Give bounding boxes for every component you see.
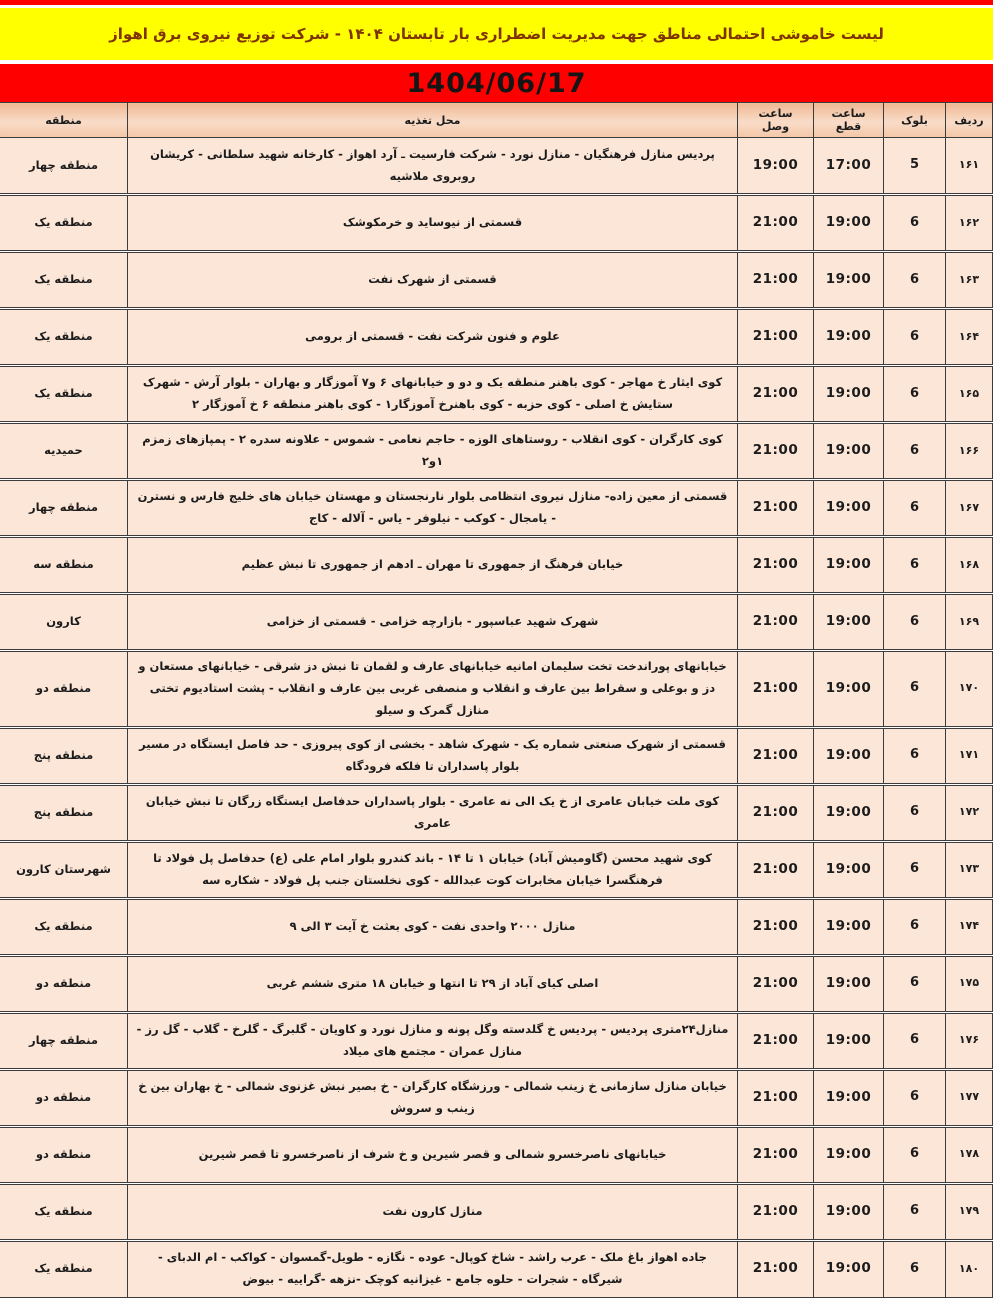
- table-row: [0, 309, 993, 366]
- cut-time-cell: 19:00: [814, 1183, 884, 1240]
- region-cell: شهرستان کارون: [0, 841, 128, 898]
- table-row: [0, 594, 993, 651]
- block-cell: 6: [884, 727, 946, 784]
- cut-time-cell: 19:00: [814, 955, 884, 1012]
- cut-time-cell: 19:00: [814, 651, 884, 728]
- row-number-cell: ۱۶۹: [946, 594, 993, 651]
- block-cell: 6: [884, 955, 946, 1012]
- table-row: [0, 784, 993, 841]
- header-reconnect-time: ساعت وصل: [738, 103, 814, 138]
- table-row: [0, 366, 993, 423]
- reconnect-time-cell: 21:00: [738, 480, 814, 537]
- reconnect-time-cell: 21:00: [738, 423, 814, 480]
- cut-time-cell: 19:00: [814, 537, 884, 594]
- reconnect-time-cell: 21:00: [738, 366, 814, 423]
- table-row: [0, 955, 993, 1012]
- reconnect-time-cell: 21:00: [738, 1069, 814, 1126]
- block-cell: 6: [884, 537, 946, 594]
- reconnect-time-cell: 21:00: [738, 898, 814, 955]
- location-cell: قسمتی از نیوساید و خرمکوشک: [128, 195, 738, 252]
- region-cell: منطقه دو: [0, 1069, 128, 1126]
- block-cell: 6: [884, 1240, 946, 1297]
- header-rownum: ردیف: [946, 103, 993, 138]
- table-row: [0, 138, 993, 195]
- date-banner: [0, 64, 993, 102]
- location-cell: کوی ایثار خ مهاجر - کوی باهنر منطقه یک و دو و خیابانهای ۶ و۷ آموزگار و بهاران - بلوار آرش - شهرک ستایش خ اصلی - کوی حزبه - کوی باهنرخ آموزگار۱ - کوی باهنر منطقه ۶ خ آموزگار ۲: [128, 366, 738, 423]
- cut-time-cell: 19:00: [814, 366, 884, 423]
- page-title: لیست خاموشی احتمالی مناطق جهت مدیریت اضطراری بار تابستان ۱۴۰۴ - شرکت توزیع نیروی برق اهواز: [109, 25, 884, 43]
- location-cell: جاده اهواز باغ ملک - عرب راشد - شاخ کوپال- عوده - نگازه - طویل-گمسوان - کواکب - ام الدبای - شیرگاه - شجرات - حلوه جامع - غیزانیه کوچک -نزهه -گراییه - بیوض: [128, 1240, 738, 1297]
- location-cell: کوی ملت خیابان عامری از خ یک الی نه عامری - بلوار پاسداران حدفاصل ایستگاه زرگان تا نبش خیابان عامری: [128, 784, 738, 841]
- cut-time-cell: 19:00: [814, 727, 884, 784]
- location-cell: شهرک شهید عباسپور - بازارچه خزامی - قسمتی از خزامی: [128, 594, 738, 651]
- table-row: [0, 252, 993, 309]
- region-cell: منطقه دو: [0, 955, 128, 1012]
- cut-time-cell: 19:00: [814, 1069, 884, 1126]
- cut-time-cell: 19:00: [814, 1240, 884, 1297]
- table-row: [0, 423, 993, 480]
- region-cell: منطقه دو: [0, 1126, 128, 1183]
- row-number-cell: ۱۷۵: [946, 955, 993, 1012]
- block-cell: 6: [884, 784, 946, 841]
- block-cell: 6: [884, 1069, 946, 1126]
- reconnect-time-cell: 21:00: [738, 651, 814, 728]
- reconnect-time-cell: 21:00: [738, 594, 814, 651]
- row-number-cell: ۱۷۱: [946, 727, 993, 784]
- reconnect-time-cell: 21:00: [738, 309, 814, 366]
- row-number-cell: ۱۷۷: [946, 1069, 993, 1126]
- cut-time-cell: 19:00: [814, 195, 884, 252]
- location-cell: منازل کارون نفت: [128, 1183, 738, 1240]
- block-cell: 6: [884, 1012, 946, 1069]
- block-cell: 5: [884, 138, 946, 195]
- table-header: [0, 103, 993, 138]
- block-cell: 6: [884, 252, 946, 309]
- region-cell: منطقه یک: [0, 309, 128, 366]
- header-cut-time: ساعت قطع: [814, 103, 884, 138]
- region-cell: منطقه چهار: [0, 1012, 128, 1069]
- location-cell: قسمتی از شهرک صنعتی شماره یک - شهرک شاهد - بخشی از کوی پیروزی - حد فاصل ایستگاه در مسیر بلوار پاسداران تا فلکه فرودگاه: [128, 727, 738, 784]
- location-cell: منازل ۲۰۰۰ واحدی نفت - کوی بعثت خ آیت ۳ الی ۹: [128, 898, 738, 955]
- block-cell: 6: [884, 898, 946, 955]
- region-cell: منطقه یک: [0, 252, 128, 309]
- region-cell: منطقه پنج: [0, 784, 128, 841]
- table-row: [0, 651, 993, 728]
- table-row: [0, 480, 993, 537]
- location-cell: منازل۲۴متری پردیس - پردیس خ گلدسته وگل پونه و منازل نورد و کاویان - گلبرگ - گلرخ - گلاب - گل رز - منازل عمران - مجتمع های میلاد: [128, 1012, 738, 1069]
- reconnect-time-cell: 21:00: [738, 784, 814, 841]
- reconnect-time-cell: 21:00: [738, 841, 814, 898]
- table-row: [0, 1183, 993, 1240]
- block-cell: 6: [884, 1126, 946, 1183]
- row-number-cell: ۱۷۴: [946, 898, 993, 955]
- location-cell: پردیس منازل فرهنگیان - منازل نورد - شرکت فارسیت ـ آرد اهواز - کارخانه شهید سلطانی - کریشان روبروی ملاشیه: [128, 138, 738, 195]
- table-body: [0, 138, 993, 1298]
- row-number-cell: ۱۷۶: [946, 1012, 993, 1069]
- cut-time-cell: 19:00: [814, 1126, 884, 1183]
- row-number-cell: ۱۶۴: [946, 309, 993, 366]
- cut-time-cell: 19:00: [814, 594, 884, 651]
- region-cell: منطقه یک: [0, 1183, 128, 1240]
- location-cell: علوم و فنون شرکت نفت - قسمتی از برومی: [128, 309, 738, 366]
- reconnect-time-cell: 21:00: [738, 1183, 814, 1240]
- location-cell: کوی کارگران - کوی انقلاب - روستاهای الوزه - حاجم نعامی - شموس - علاونه سدره ۲ - پمپازهای زمزم ۱و۲: [128, 423, 738, 480]
- cut-time-cell: 19:00: [814, 309, 884, 366]
- table-row: [0, 1240, 993, 1297]
- reconnect-time-cell: 21:00: [738, 1240, 814, 1297]
- row-number-cell: ۱۷۰: [946, 651, 993, 728]
- header-location: محل تغذیه: [128, 103, 738, 138]
- region-cell: منطقه یک: [0, 1240, 128, 1297]
- row-number-cell: ۱۶۸: [946, 537, 993, 594]
- reconnect-time-cell: 21:00: [738, 537, 814, 594]
- row-number-cell: ۱۶۳: [946, 252, 993, 309]
- table-row: [0, 1126, 993, 1183]
- reconnect-time-cell: 21:00: [738, 252, 814, 309]
- table-row: [0, 1069, 993, 1126]
- cut-time-cell: 19:00: [814, 252, 884, 309]
- header-region: منطقه: [0, 103, 128, 138]
- row-number-cell: ۱۷۲: [946, 784, 993, 841]
- reconnect-time-cell: 21:00: [738, 727, 814, 784]
- block-cell: 6: [884, 841, 946, 898]
- reconnect-time-cell: 19:00: [738, 138, 814, 195]
- row-number-cell: ۱۶۷: [946, 480, 993, 537]
- table-row: [0, 195, 993, 252]
- table-row: [0, 898, 993, 955]
- region-cell: منطقه یک: [0, 195, 128, 252]
- block-cell: 6: [884, 651, 946, 728]
- region-cell: منطقه پنج: [0, 727, 128, 784]
- region-cell: منطقه یک: [0, 898, 128, 955]
- table-row: [0, 727, 993, 784]
- location-cell: خیابانهای ناصرخسرو شمالی و قصر شیرین و خ شرف از ناصرخسرو تا قصر شیرین: [128, 1126, 738, 1183]
- row-number-cell: ۱۷۹: [946, 1183, 993, 1240]
- reconnect-time-cell: 21:00: [738, 1012, 814, 1069]
- region-cell: حمیدیه: [0, 423, 128, 480]
- region-cell: منطقه چهار: [0, 480, 128, 537]
- cut-time-cell: 19:00: [814, 423, 884, 480]
- region-cell: منطقه چهار: [0, 138, 128, 195]
- row-number-cell: ۱۶۱: [946, 138, 993, 195]
- top-red-strip: [0, 0, 993, 5]
- location-cell: خیابان فرهنگ از جمهوری تا مهران ـ ادهم از جمهوری تا نبش عظیم: [128, 537, 738, 594]
- header-block: بلوک: [884, 103, 946, 138]
- location-cell: قسمتی از شهرک نفت: [128, 252, 738, 309]
- schedule-date: 1404/06/17: [406, 67, 587, 99]
- row-number-cell: ۱۶۲: [946, 195, 993, 252]
- cut-time-cell: 19:00: [814, 841, 884, 898]
- outage-table: [0, 102, 993, 1298]
- row-number-cell: ۱۷۳: [946, 841, 993, 898]
- block-cell: 6: [884, 195, 946, 252]
- row-number-cell: ۱۶۵: [946, 366, 993, 423]
- reconnect-time-cell: 21:00: [738, 1126, 814, 1183]
- cut-time-cell: 19:00: [814, 1012, 884, 1069]
- cut-time-cell: 19:00: [814, 784, 884, 841]
- reconnect-time-cell: 21:00: [738, 195, 814, 252]
- table-row: [0, 1012, 993, 1069]
- region-cell: منطقه دو: [0, 651, 128, 728]
- location-cell: قسمتی از معین زاده- منازل نیروی انتظامی بلوار نارنجستان و مهستان خیابان های خلیج فارس و نسترن - یامجال - کوکب - نیلوفر - یاس - آلاله - کاج: [128, 480, 738, 537]
- location-cell: اصلی کیای آباد از ۲۹ تا انتها و خیابان ۱۸ متری ششم غربی: [128, 955, 738, 1012]
- block-cell: 6: [884, 309, 946, 366]
- title-banner: [0, 8, 993, 60]
- row-number-cell: ۱۶۶: [946, 423, 993, 480]
- block-cell: 6: [884, 423, 946, 480]
- region-cell: منطقه یک: [0, 366, 128, 423]
- cut-time-cell: 17:00: [814, 138, 884, 195]
- reconnect-time-cell: 21:00: [738, 955, 814, 1012]
- location-cell: خیابان منازل سازمانی خ زینب شمالی - ورزشگاه کارگران - خ بصیر نبش غزنوی شمالی - خ بهاران بین خ زینب و سروش: [128, 1069, 738, 1126]
- row-number-cell: ۱۷۸: [946, 1126, 993, 1183]
- cut-time-cell: 19:00: [814, 480, 884, 537]
- table-row: [0, 537, 993, 594]
- block-cell: 6: [884, 594, 946, 651]
- region-cell: منطقه سه: [0, 537, 128, 594]
- location-cell: خیابانهای پوراندخت تخت سلیمان امانیه خیابانهای عارف و لقمان تا نبش دز شرقی - خیابانهای مستعان و دز و بوعلی و سقراط بین عارف و انقلاب و منصفی غربی بین عارف و انقلاب - پشت استادیوم تختی منازل گمرک و سیلو: [128, 651, 738, 728]
- location-cell: کوی شهید محسن (گاومیش آباد) خیابان ۱ تا ۱۴ - باند کندرو بلوار امام علی (ع) حدفاصل پل فولاد تا فرهنگسرا خیابان مخابرات کوت عبدالله - کوی نخلستان جنب پل فولاد - شکاره سه: [128, 841, 738, 898]
- block-cell: 6: [884, 366, 946, 423]
- table-row: [0, 841, 993, 898]
- region-cell: کارون: [0, 594, 128, 651]
- block-cell: 6: [884, 1183, 946, 1240]
- block-cell: 6: [884, 480, 946, 537]
- row-number-cell: ۱۸۰: [946, 1240, 993, 1297]
- cut-time-cell: 19:00: [814, 898, 884, 955]
